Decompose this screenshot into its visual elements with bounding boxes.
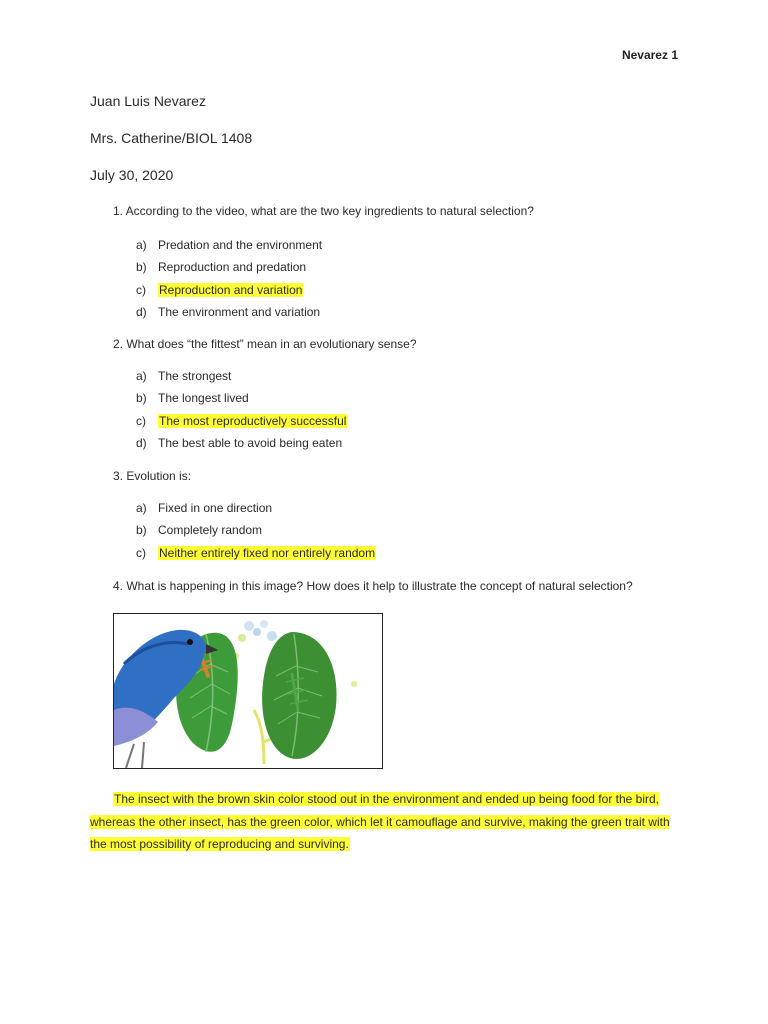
option-selected: c) The most reproductively successful: [136, 413, 347, 428]
bird-leaves-illustration: [114, 614, 382, 768]
option: b) Completely random: [136, 523, 263, 538]
question-3-options: [136, 497, 376, 564]
option: b) Reproduction and predation: [136, 260, 307, 275]
option: d) The environment and variation: [136, 305, 321, 320]
question-1-options: [136, 234, 322, 323]
highlighted-answer: Neither entirely fixed nor entirely random: [159, 545, 376, 560]
option-selected: c) Neither entirely fixed nor entirely random: [136, 545, 376, 560]
option: a) The strongest: [136, 369, 232, 384]
highlighted-answer: The most reproductively successful: [159, 413, 347, 428]
option-text: The best able to avoid being eaten: [158, 436, 343, 451]
highlighted-answer-text: The insect with the brown skin color stood out in the environment and ended up being food for the bird, whereas the other insect, has the green color, which let it camouflage and survive, making the green trait with the most possibility of reproducing and surviving.: [90, 792, 670, 851]
option-text: Fixed in one direction: [158, 501, 273, 516]
bird-and-leaves-image: [113, 613, 383, 769]
option-text: The longest lived: [158, 391, 249, 406]
option-text: The strongest: [158, 369, 232, 384]
option-selected: c) Reproduction and variation: [136, 282, 303, 297]
question-3: 3. Evolution is:: [113, 469, 192, 483]
student-name: Juan Luis Nevarez: [90, 93, 206, 109]
question-2: 2. What does “the fittest” mean in an evolutionary sense?: [113, 337, 417, 351]
option-text: Predation and the environment: [158, 238, 323, 253]
course-line: Mrs. Catherine/BIOL 1408: [90, 130, 253, 146]
highlighted-answer: Reproduction and variation: [159, 282, 303, 297]
option-text: The environment and variation: [158, 305, 321, 320]
option: a) Fixed in one direction: [136, 501, 273, 516]
running-head: Nevarez 1: [621, 48, 678, 62]
question-1: 1. According to the video, what are the two key ingredients to natural selection?: [113, 204, 534, 218]
date-line: July 30, 2020: [90, 167, 174, 183]
option: b) The longest lived: [136, 391, 249, 406]
option-text: Reproduction and predation: [158, 260, 307, 275]
answer-paragraph: [90, 788, 680, 856]
question-4: 4. What is happening in this image? How does it help to illustrate the concept of natural selection?: [113, 579, 633, 593]
right-leaf: [262, 632, 336, 759]
option: a) Predation and the environment: [136, 238, 323, 253]
question-2-options: [136, 365, 347, 454]
option-text: Completely random: [158, 523, 263, 538]
option: d) The best able to avoid being eaten: [136, 436, 343, 451]
